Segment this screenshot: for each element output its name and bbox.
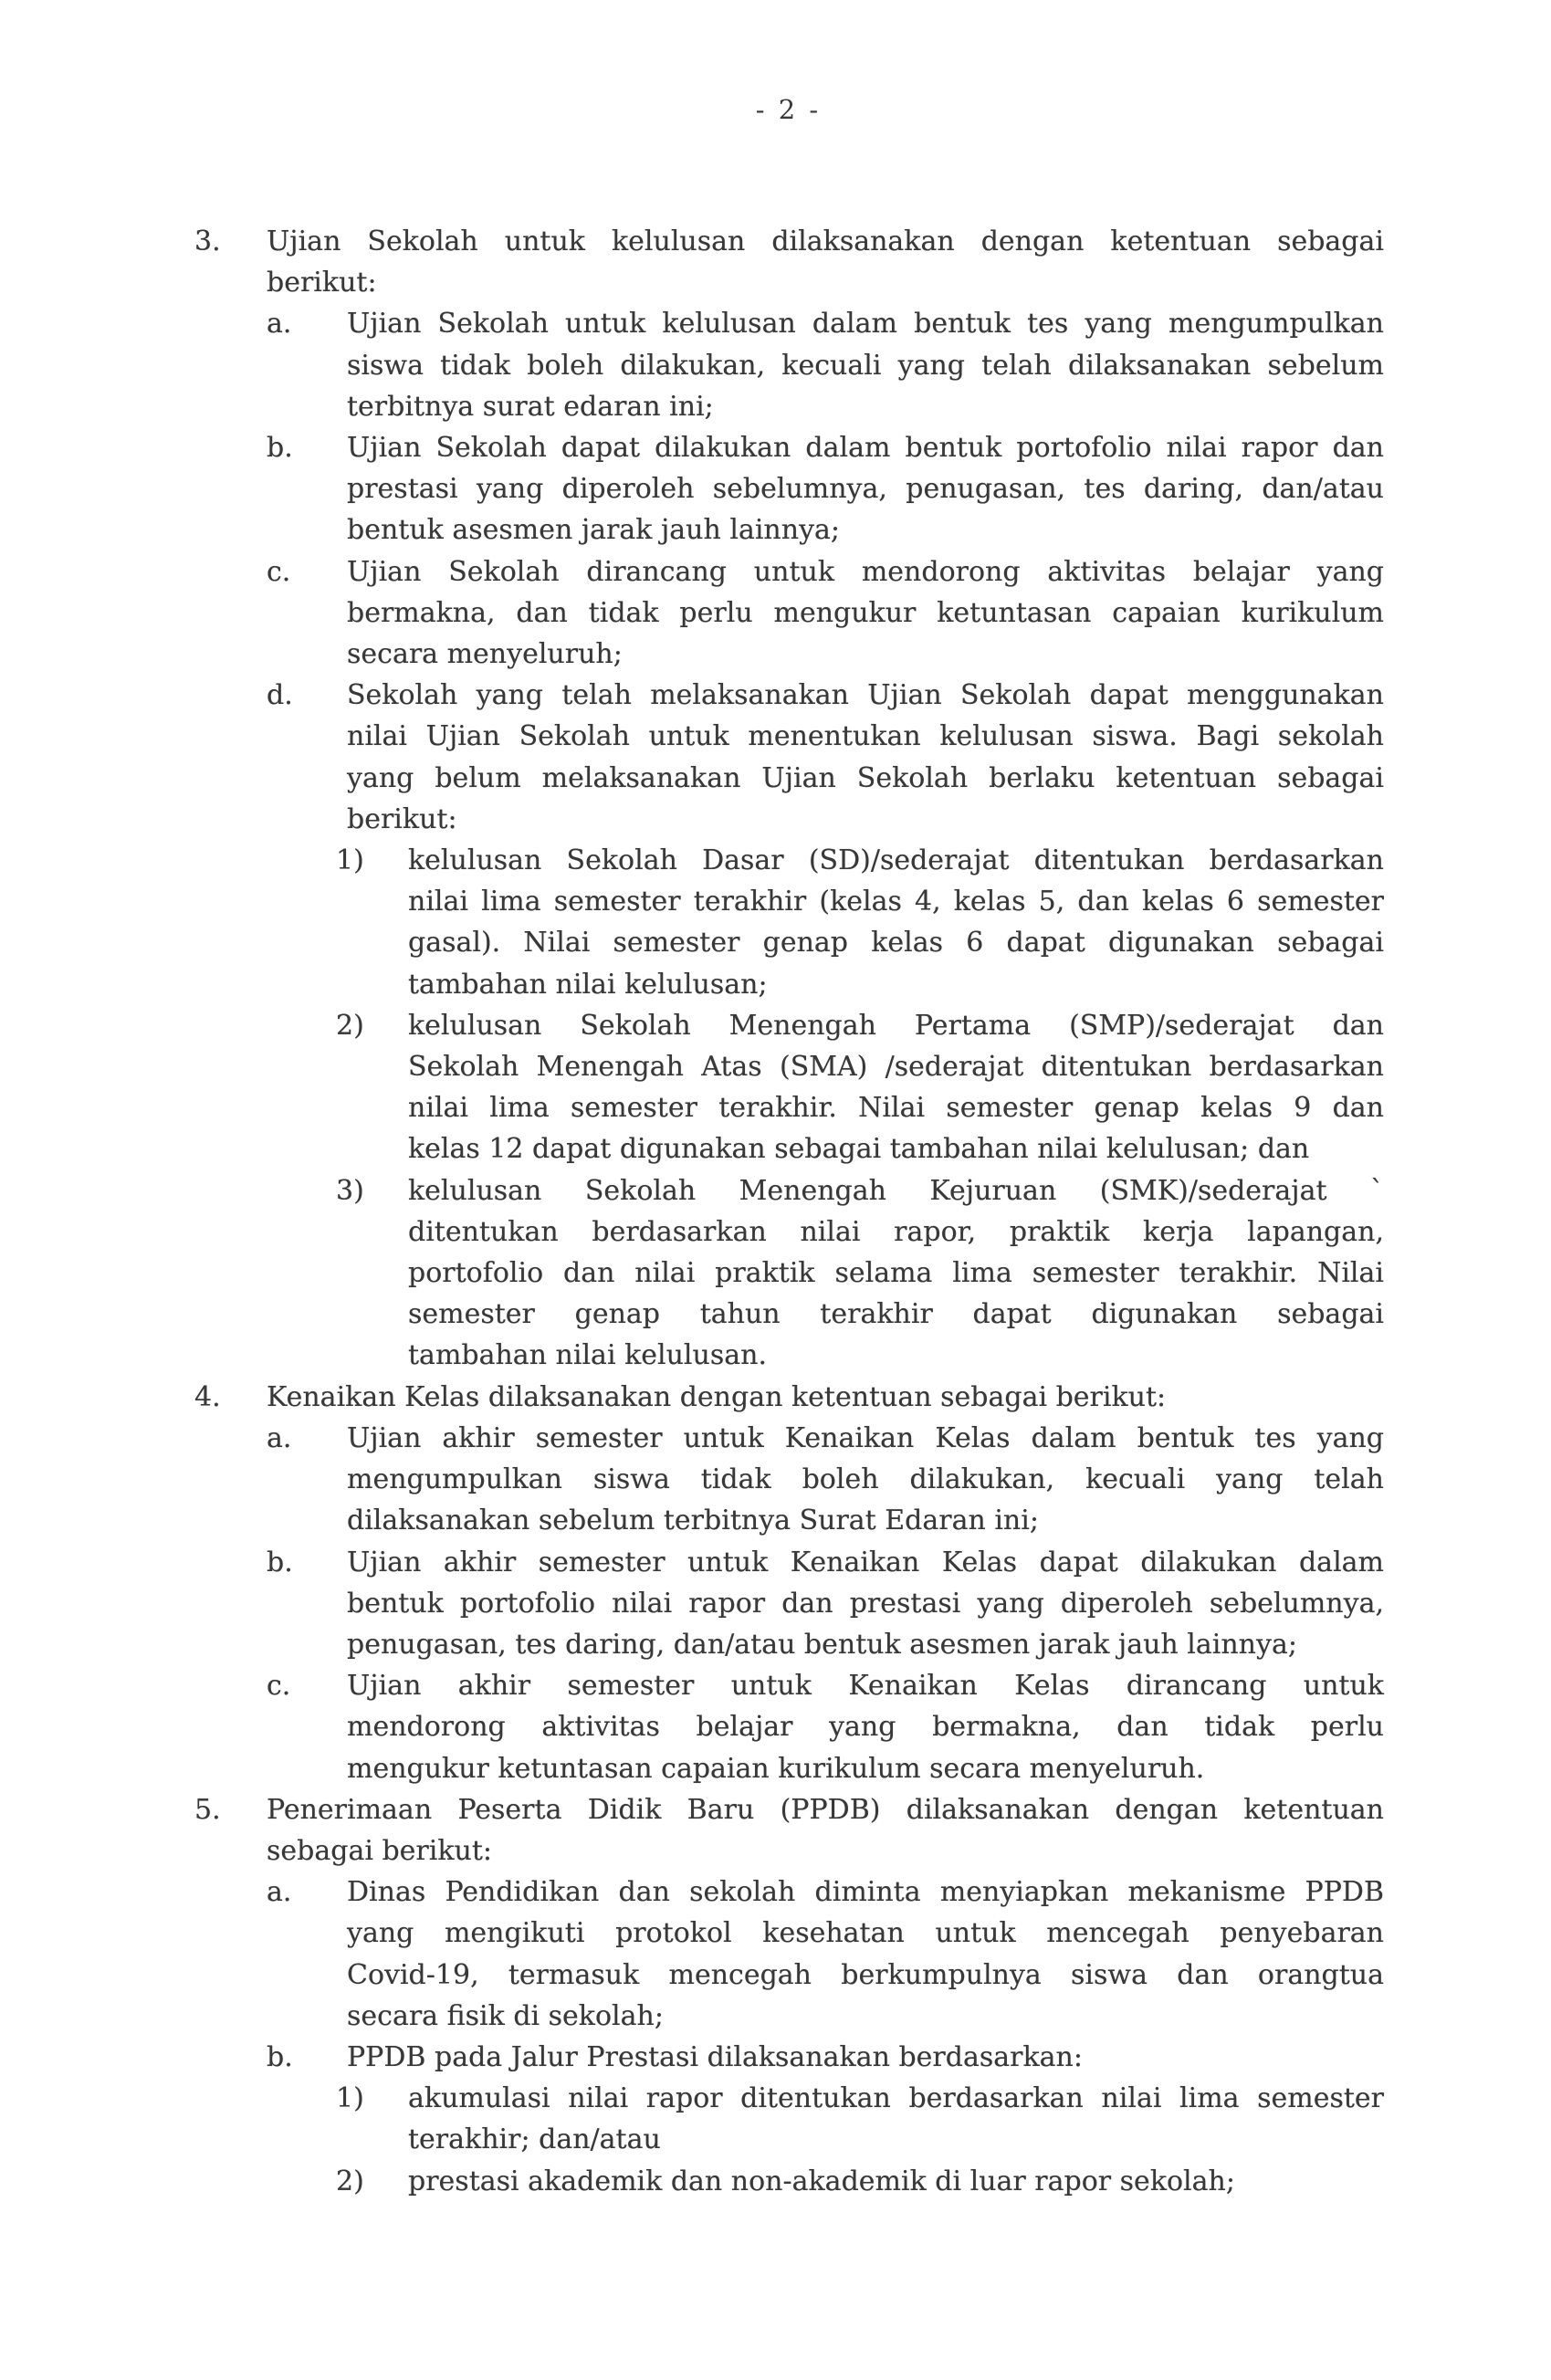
- list-item: [336, 2078, 1384, 2160]
- text-line: nilai lima semester terakhir (kelas 4, kelas 5, dan kelas 6 semester: [408, 886, 1384, 918]
- text-line: nilai Ujian Sekolah untuk menentukan kelulusan siswa. Bagi sekolah: [347, 720, 1384, 753]
- list-marker: 2): [336, 2165, 364, 2197]
- text-line: bentuk asesmen jarak jauh lainnya;: [347, 514, 841, 547]
- paragraph: [347, 427, 1384, 551]
- list-marker: c.: [267, 1670, 291, 1703]
- paragraph: [408, 2161, 1384, 2202]
- text-line: PPDB pada Jalur Prestasi dilaksanakan berdasarkan:: [347, 2040, 1083, 2073]
- paragraph: [347, 303, 1384, 427]
- list-marker: 3): [336, 1174, 364, 1207]
- paragraph: [347, 1542, 1384, 1666]
- list-item: [336, 1170, 1384, 1377]
- text-line: kelulusan Sekolah Menengah Pertama (SMP)/sederajat dan: [408, 1009, 1384, 1042]
- text-line: terbitnya surat edaran ini;: [347, 390, 714, 423]
- text-line: Penerimaan Peserta Didik Baru (PPDB) dilaksanakan dengan ketentuan: [267, 1793, 1384, 1826]
- text-line: Dinas Pendidikan dan sekolah diminta menyiapkan mekanisme PPDB: [347, 1876, 1384, 1909]
- text-line: tambahan nilai kelulusan;: [408, 968, 768, 1001]
- list-marker: a.: [267, 308, 292, 341]
- text-line: prestasi yang diperoleh sebelumnya, penugasan, tes daring, dan/atau: [347, 473, 1384, 506]
- paragraph: [347, 1665, 1384, 1789]
- list-marker: b.: [267, 1546, 293, 1578]
- list-marker: 1): [336, 2082, 364, 2115]
- text-line: Ujian akhir semester untuk Kenaikan Kelas dirancang untuk: [347, 1670, 1384, 1703]
- list-marker: 3.: [194, 225, 221, 257]
- list-marker: a.: [267, 1876, 292, 1909]
- text-line: siswa tidak boleh dilakukan, kecuali yang telah dilaksanakan sebelum: [347, 349, 1384, 382]
- text-line: semester genap tahun terakhir dapat digunakan sebagai: [408, 1298, 1384, 1331]
- text-line: Sekolah yang telah melaksanakan Ujian Sekolah dapat menggunakan: [347, 679, 1384, 712]
- text-line: Ujian Sekolah untuk kelulusan dilaksanakan dengan ketentuan sebagai: [267, 225, 1384, 257]
- text-line: bentuk portofolio nilai rapor dan prestasi yang diperoleh sebelumnya,: [347, 1587, 1384, 1620]
- text-line: berikut:: [347, 802, 457, 835]
- text-line: berikut:: [267, 267, 377, 299]
- paragraph: [267, 1789, 1384, 1871]
- text-line: portofolio dan nilai praktik selama lima semester terakhir. Nilai: [408, 1257, 1384, 1290]
- list-item: [267, 303, 1384, 427]
- list-item: [267, 1418, 1384, 1542]
- paragraph: [267, 221, 1384, 303]
- list-item: [267, 675, 1384, 840]
- paragraph: [408, 1005, 1384, 1170]
- text-line: Covid-19, termasuk mencegah berkumpulnya siswa dan orangtua: [347, 1958, 1384, 1991]
- text-line: Sekolah Menengah Atas (SMA) /sederajat ditentukan berdasarkan: [408, 1051, 1384, 1084]
- text-line: dilaksanakan sebelum terbitnya Surat Edaran ini;: [347, 1505, 1039, 1537]
- paragraph: [347, 1418, 1384, 1542]
- list-marker: 4.: [194, 1380, 221, 1413]
- text-line: secara fisik di sekolah;: [347, 1999, 664, 2032]
- text-line: Ujian akhir semester untuk Kenaikan Kelas dapat dilakukan dalam: [347, 1546, 1384, 1578]
- text-line: mengumpulkan siswa tidak boleh dilakukan, kecuali yang telah: [347, 1463, 1384, 1496]
- list-item: [267, 1665, 1384, 1789]
- text-line: secara menyeluruh;: [347, 638, 623, 671]
- list-item: [336, 2161, 1384, 2202]
- paragraph: [347, 1871, 1384, 2037]
- document-body: [0, 221, 1384, 2202]
- paragraph: [408, 2078, 1384, 2160]
- text-line: nilai lima semester terakhir. Nilai semester genap kelas 9 dan: [408, 1092, 1384, 1125]
- text-line: Ujian akhir semester untuk Kenaikan Kelas dalam bentuk tes yang: [347, 1421, 1384, 1454]
- text-line: mengukur ketuntasan capaian kurikulum secara menyeluruh.: [347, 1752, 1205, 1785]
- list-item: [194, 1789, 1384, 1871]
- paragraph: [408, 840, 1384, 1005]
- text-line: tambahan nilai kelulusan.: [408, 1339, 767, 1372]
- text-line: kelas 12 dapat digunakan sebagai tambahan nilai kelulusan; dan: [408, 1133, 1310, 1166]
- paragraph: [347, 675, 1384, 840]
- text-line: penugasan, tes daring, dan/atau bentuk asesmen jarak jauh lainnya;: [347, 1628, 1297, 1661]
- paragraph: [347, 551, 1384, 676]
- text-line: Ujian Sekolah dapat dilakukan dalam bentuk portofolio nilai rapor dan: [347, 432, 1384, 465]
- list-item: [267, 1542, 1384, 1666]
- text-line: yang belum melaksanakan Ujian Sekolah berlaku ketentuan sebagai: [347, 761, 1384, 794]
- text-line: Kenaikan Kelas dilaksanakan dengan ketentuan sebagai berikut:: [267, 1380, 1167, 1413]
- list-item: [194, 221, 1384, 303]
- list-marker: b.: [267, 2040, 293, 2073]
- paragraph: [267, 1377, 1384, 1418]
- list-item: [267, 551, 1384, 676]
- text-line: sebagai berikut:: [267, 1834, 493, 1867]
- paragraph: [347, 2037, 1384, 2078]
- list-item: [336, 1005, 1384, 1170]
- text-line: Ujian Sekolah untuk kelulusan dalam bentuk tes yang mengumpulkan: [347, 308, 1384, 341]
- text-line: yang mengikuti protokol kesehatan untuk mencegah penyebaran: [347, 1917, 1384, 1950]
- paragraph: [408, 1170, 1384, 1377]
- list-marker: 2): [336, 1009, 364, 1042]
- text-line: Ujian Sekolah dirancang untuk mendorong aktivitas belajar yang: [347, 555, 1384, 588]
- list-item: [267, 2037, 1384, 2078]
- text-line: gasal). Nilai semester genap kelas 6 dapat digunakan sebagai: [408, 927, 1384, 959]
- text-line: ditentukan berdasarkan nilai rapor, praktik kerja lapangan,: [408, 1215, 1384, 1248]
- list-marker: d.: [267, 679, 293, 712]
- list-item: [194, 1377, 1384, 1418]
- text-line: terakhir; dan/atau: [408, 2123, 661, 2156]
- text-line: prestasi akademik dan non-akademik di luar rapor sekolah;: [408, 2165, 1235, 2197]
- list-item: [267, 1871, 1384, 2037]
- text-line: mendorong aktivitas belajar yang bermakna, dan tidak perlu: [347, 1711, 1384, 1744]
- list-item: [267, 427, 1384, 551]
- list-marker: c.: [267, 555, 291, 588]
- list-marker: a.: [267, 1421, 292, 1454]
- list-item: [336, 840, 1384, 1005]
- list-marker: b.: [267, 432, 293, 465]
- text-line: akumulasi nilai rapor ditentukan berdasarkan nilai lima semester: [408, 2082, 1384, 2115]
- page-number: - 2 -: [755, 94, 822, 125]
- text-line: kelulusan Sekolah Dasar (SD)/sederajat ditentukan berdasarkan: [408, 844, 1384, 877]
- text-line: kelulusan Sekolah Menengah Kejuruan (SMK)/sederajat ˋ: [408, 1174, 1384, 1207]
- text-line: bermakna, dan tidak perlu mengukur ketuntasan capaian kurikulum: [347, 596, 1384, 629]
- list-marker: 1): [336, 844, 364, 877]
- list-marker: 5.: [194, 1793, 221, 1826]
